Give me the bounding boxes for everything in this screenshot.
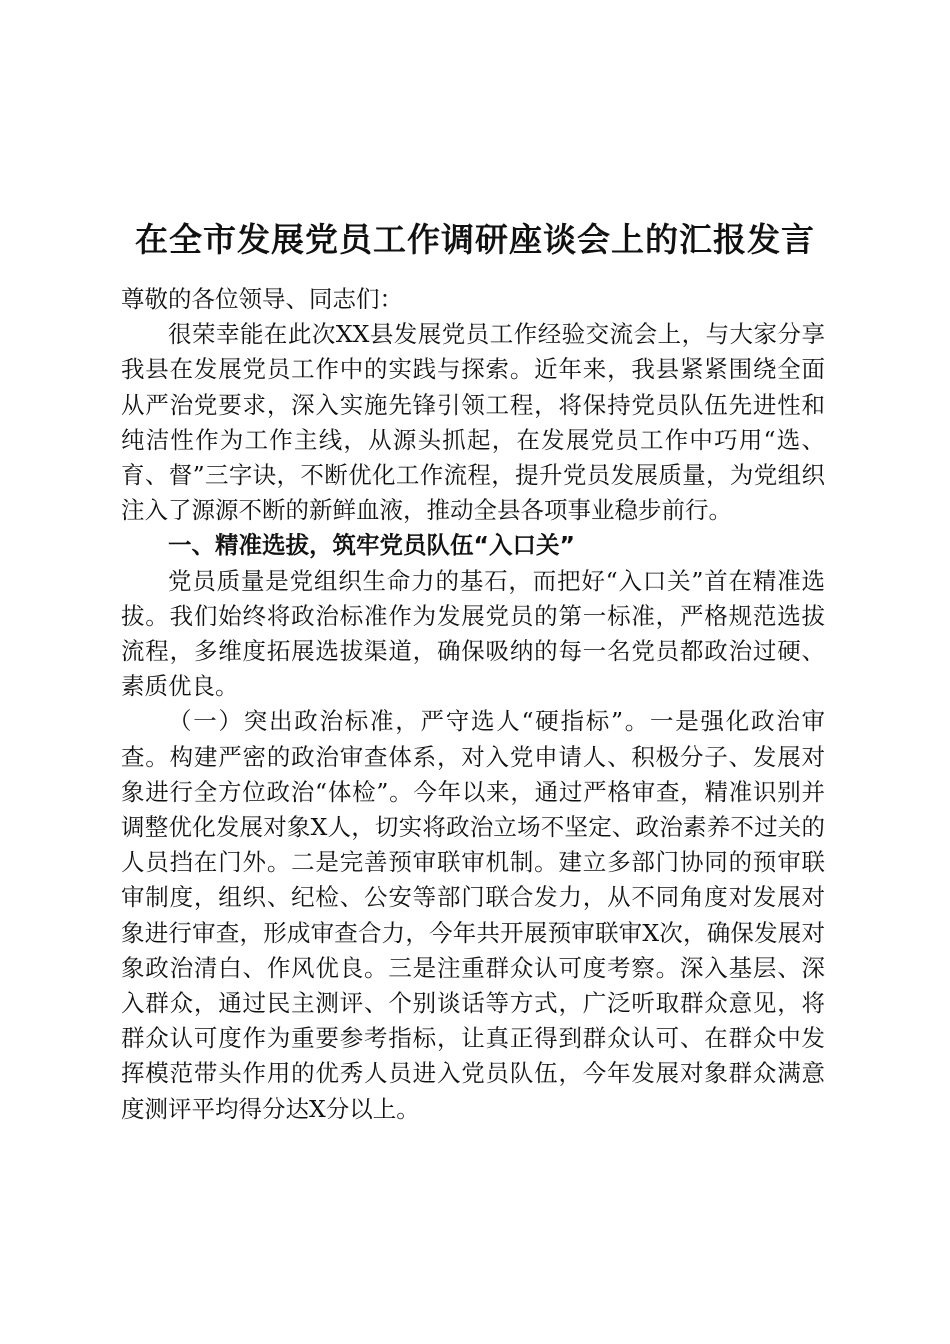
document-body <box>121 282 825 1127</box>
document-title: 在全市发展党员工作调研座谈会上的汇报发言 <box>135 220 815 260</box>
salutation: 尊敬的各位领导、同志们： <box>121 285 403 313</box>
intro-paragraph: 很荣幸能在此次XX县发展党员工作经验交流会上，与大家分享我县在发展党员工作中的实践与探索。近年来，我县紧紧围绕全面从严治党要求，深入实施先锋引领工程，将保持党员队伍先进性和纯洁性作为工作主线，从源头抓起，在发展党员工作中巧用“选、育、督”三字诀，不断优化工作流程，提升党员发展质量，为党组织注入了源源不断的新鲜血液，推动全县各项事业稳步前行。 <box>121 320 825 525</box>
section-heading: 一、精准选拔，筑牢党员队伍“入口关” <box>168 531 575 560</box>
subsection-paragraph: （一）突出政治标准，严守选人“硬指标”。一是强化政治审查。构建严密的政治审查体系，对入党申请人、积极分子、发展对象进行全方位政治“体检”。今年以来，通过严格审查，精准识别并调整优化发展对象X人，切实将政治立场不坚定、政治素养不过关的人员挡在门外。二是完善预审联审机制。建立多部门协同的预审联审制度，组织、纪检、公安等部门联合发力，从不同角度对发展对象进行审查，形成审查合力，今年共开展预审联审X次，确保发展对象政治清白、作风优良。三是注重群众认可度考察。深入基层、深入群众，通过民主测评、个别谈话等方式，广泛听取群众意见，将群众认可度作为重要参考指标，让真正得到群众认可、在群众中发挥模范带头作用的优秀人员进入党员队伍，今年发展对象群众满意度测评平均得分达X分以上。 <box>121 707 825 1123</box>
section-paragraph: 党员质量是党组织生命力的基石，而把好“入口关”首在精准选拔。我们始终将政治标准作为发展党员的第一标准，严格规范选拔流程，多维度拓展选拔渠道，确保吸纳的每一名党员都政治过硬、素质优良。 <box>121 566 825 701</box>
